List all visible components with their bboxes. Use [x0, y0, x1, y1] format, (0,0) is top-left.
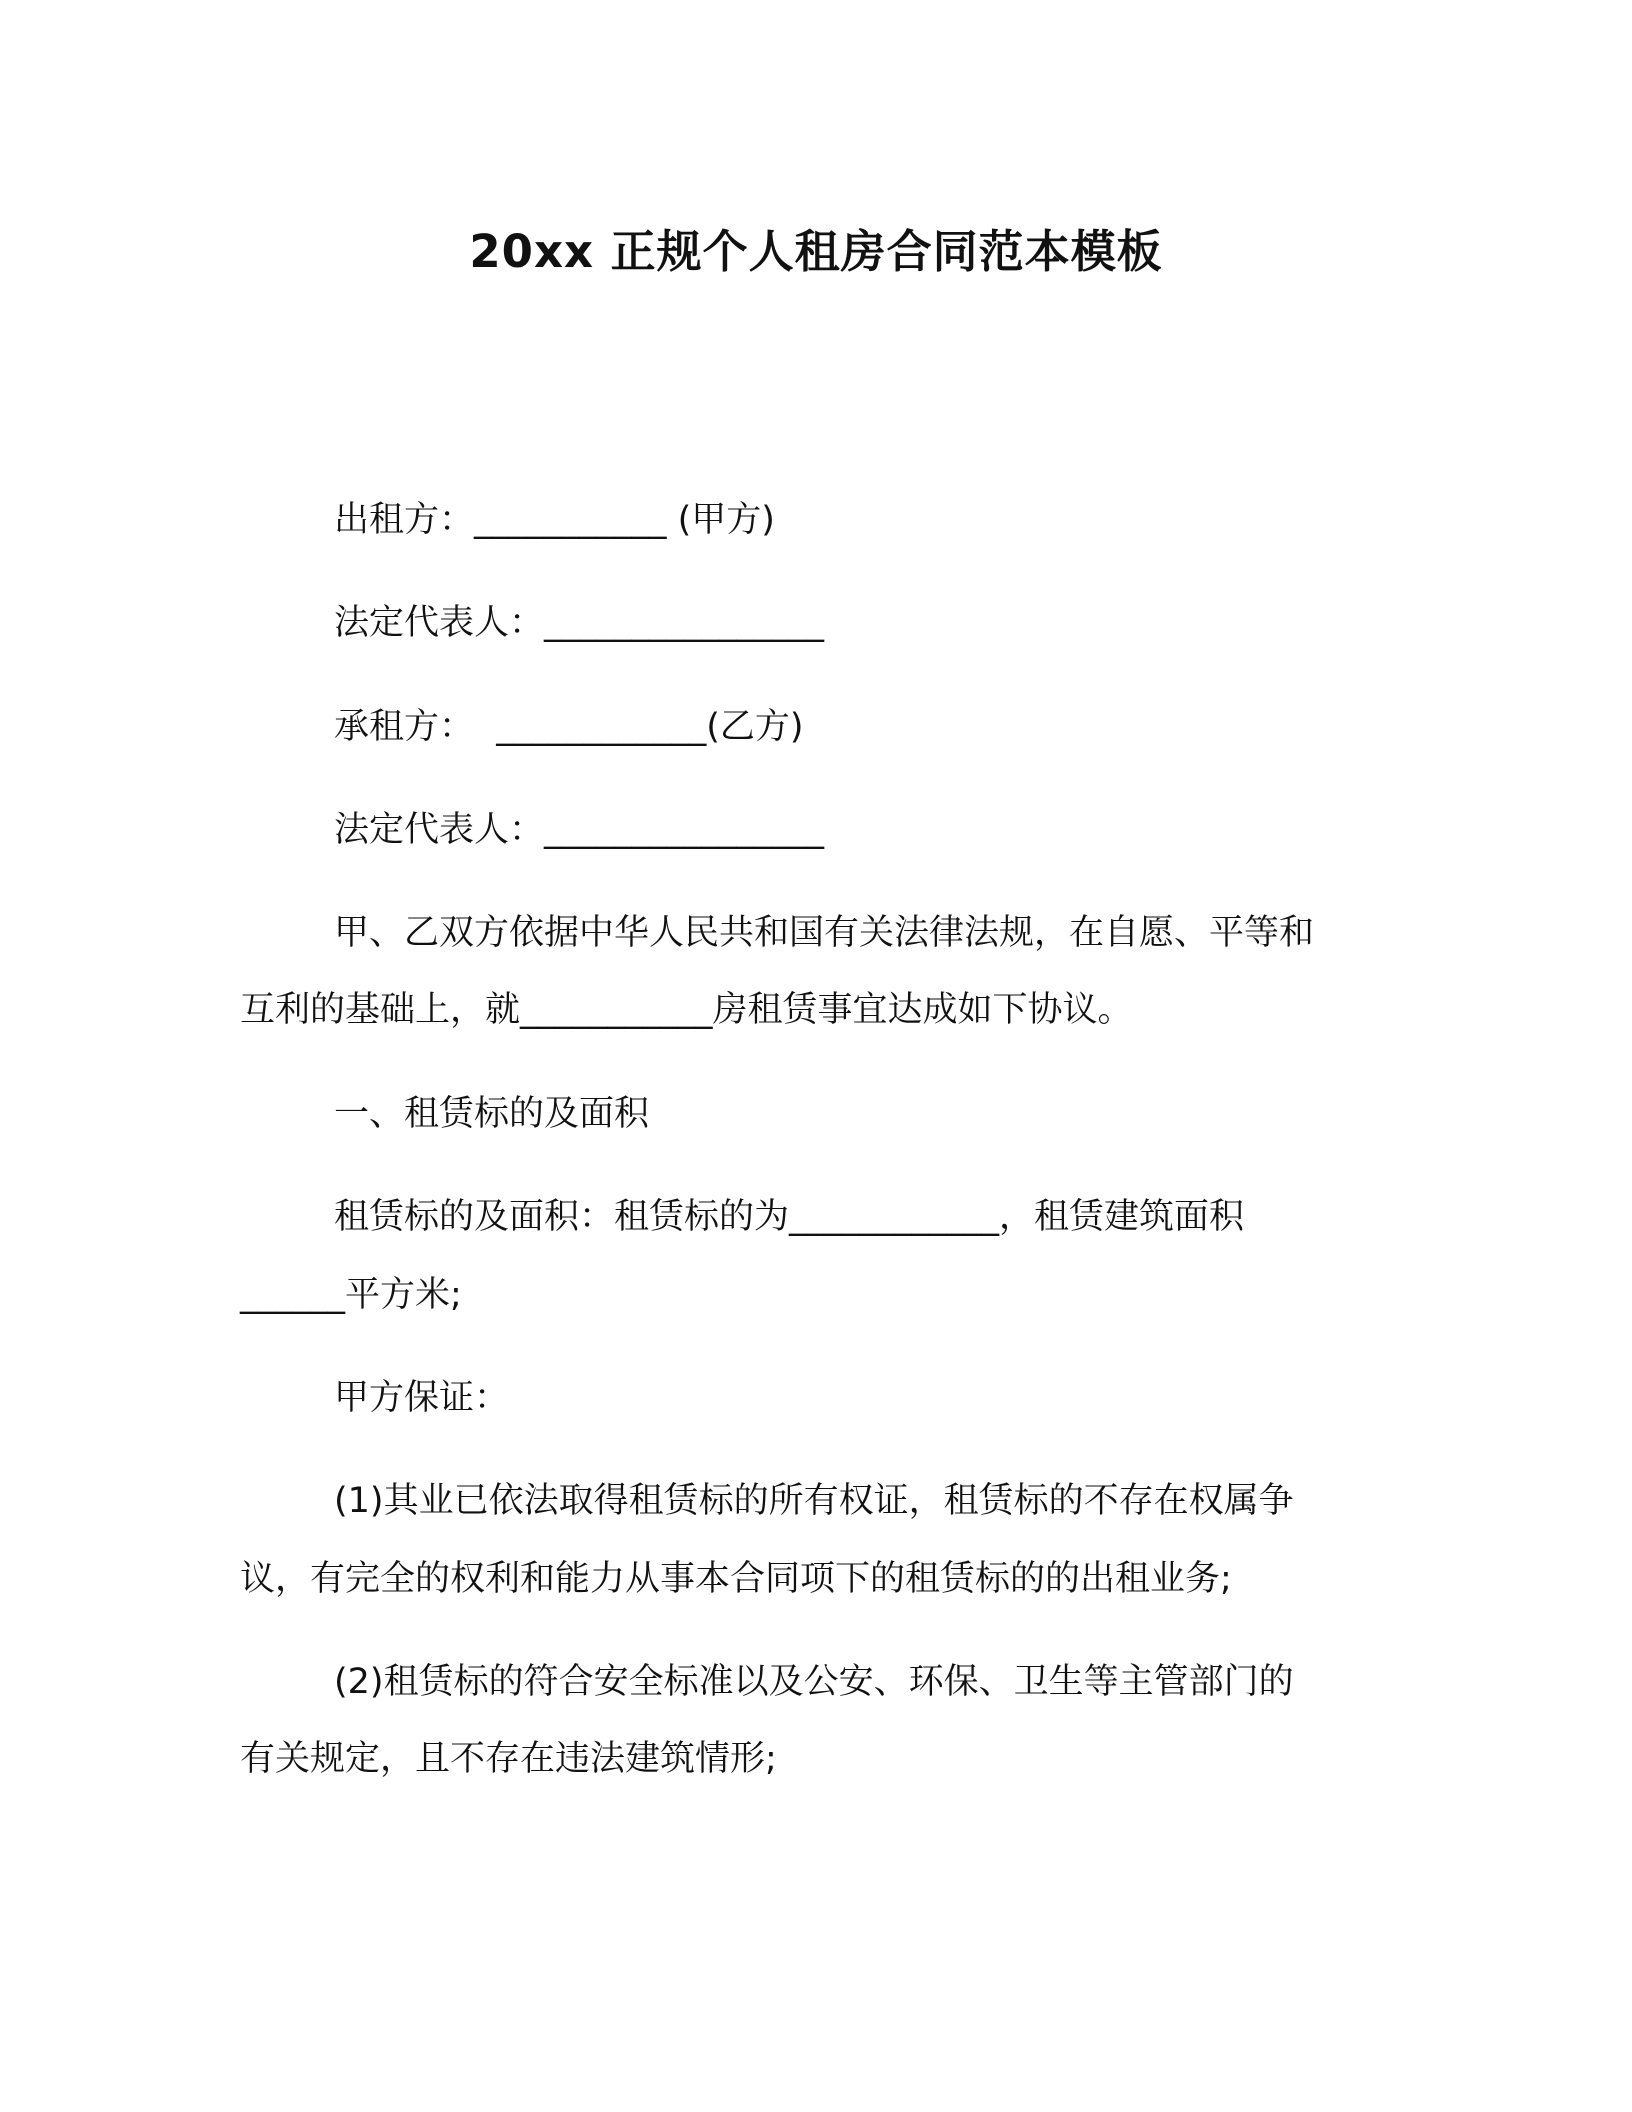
- lessee-line: 承租方： ____________(乙方): [334, 707, 804, 747]
- lease-area-line-2: ______平方米;: [240, 1275, 462, 1315]
- lessee-representative-line: 法定代表人：________________: [334, 810, 825, 850]
- preamble-line-1: 甲、乙双方依据中华人民共和国有关法律法规，在自愿、平等和: [334, 913, 1315, 953]
- lease-area-line-1: 租赁标的及面积：租赁标的为____________，租赁建筑面积: [334, 1197, 1245, 1237]
- party-a-guarantee-heading: 甲方保证：: [334, 1378, 510, 1418]
- clause-1-line-1: (1)其业已依法取得租赁标的所有权证，租赁标的不存在权属争: [334, 1481, 1294, 1521]
- preamble-line-2: 互利的基础上，就___________房租赁事宜达成如下协议。: [240, 990, 1133, 1030]
- clause-2-line-1: (2)租赁标的符合安全标准以及公安、环保、卫生等主管部门的: [334, 1662, 1294, 1702]
- clause-1-line-2: 议，有完全的权利和能力从事本合同项下的租赁标的的出租业务;: [240, 1559, 1232, 1599]
- lessor-line: 出租方：___________ (甲方): [334, 500, 775, 540]
- section-heading-1: 一、租赁标的及面积: [334, 1094, 650, 1134]
- lessor-representative-line: 法定代表人：________________: [334, 603, 825, 643]
- document-title: 20xx 正规个人租房合同范本模板: [469, 225, 1163, 278]
- clause-2-line-2: 有关规定，且不存在违法建筑情形;: [240, 1739, 777, 1779]
